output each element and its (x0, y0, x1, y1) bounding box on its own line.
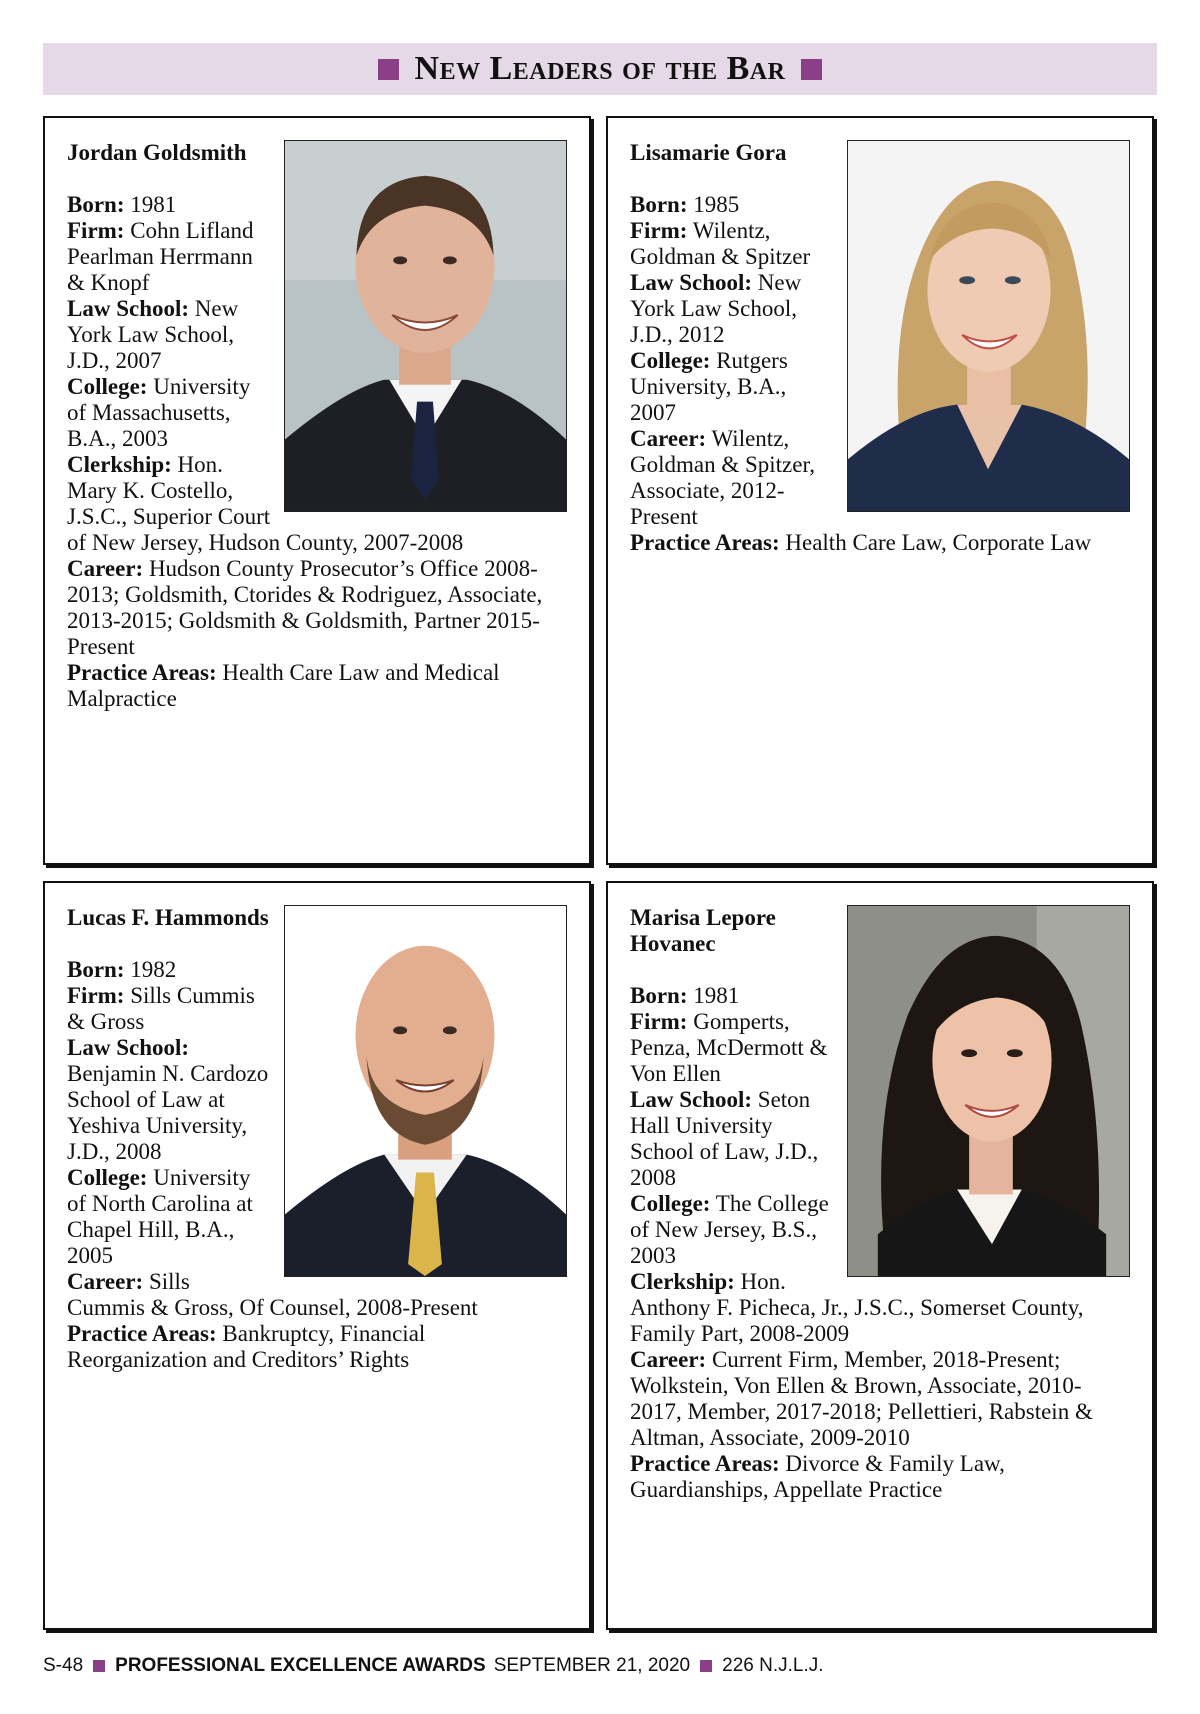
field-firm: Firm: Gomperts, Penza, McDermott & Von Ellen (630, 1009, 828, 1086)
profile-card (606, 116, 1154, 865)
page-number: S-48 (43, 1655, 84, 1676)
section-name: PROFESSIONAL EXCELLENCE AWARDS (115, 1655, 486, 1676)
field-born: Born: 1982 (67, 957, 177, 982)
field-practice-areas: Practice Areas: Health Care Law, Corporate Law (630, 530, 1092, 555)
square-bullet-icon (93, 1660, 105, 1672)
field-law-school: Law School: Benjamin N. Cardozo School of Law at Yeshiva University, J.D., 2008 (67, 1035, 269, 1164)
profile-card (43, 116, 591, 865)
field-clerkship: Clerkship: Hon. Mary K. Costello, J.S.C., Superior Court of New Jersey, Hudson County, 2007-2008 (67, 452, 464, 555)
field-clerkship: Clerkship: Hon. Anthony F. Picheca, Jr., J.S.C., Somerset County, Family Part, 2008-2009 (630, 1269, 1084, 1346)
section-banner (43, 43, 1157, 95)
field-career: Career: Sills Cummis & Gross, Of Counsel, 2008-Present (67, 1269, 478, 1320)
field-college: College: University of Massachusetts, B.A., 2003 (67, 374, 251, 451)
profile-name: Marisa Lepore Hovanec (630, 905, 776, 956)
citation: 226 N.J.L.J. (722, 1655, 824, 1676)
profile-card (606, 881, 1154, 1630)
field-practice-areas: Practice Areas: Bankruptcy, Financial Reorganization and Creditors’ Rights (67, 1321, 426, 1372)
field-college: College: The College of New Jersey, B.S., 2003 (630, 1191, 829, 1268)
field-firm: Firm: Wilentz, Goldman & Spitzer (630, 218, 811, 269)
portrait-photo-icon (847, 140, 1130, 512)
profile-name: Lucas F. Hammonds (67, 905, 269, 930)
profile-name: Lisamarie Gora (630, 140, 787, 165)
field-college: College: University of North Carolina at Chapel Hill, B.A., 2005 (67, 1165, 253, 1268)
portrait-photo-icon (284, 140, 567, 512)
issue-date: SEPTEMBER 21, 2020 (493, 1655, 691, 1676)
field-born: Born: 1985 (630, 192, 740, 217)
field-born: Born: 1981 (67, 192, 177, 217)
page-footer (43, 1654, 824, 1678)
square-bullet-icon (801, 59, 822, 80)
field-practice-areas: Practice Areas: Divorce & Family Law, Guardianships, Appellate Practice (630, 1451, 1005, 1502)
field-practice-areas: Practice Areas: Health Care Law and Medical Malpractice (67, 660, 500, 711)
profile-card (43, 881, 591, 1630)
section-title: New Leaders of the Bar (414, 50, 786, 87)
square-bullet-icon (378, 59, 399, 80)
square-bullet-icon (700, 1660, 712, 1672)
field-law-school: Law School: Seton Hall University School of Law, J.D., 2008 (630, 1087, 819, 1190)
field-career: Career: Current Firm, Member, 2018-Present; Wolkstein, Von Ellen & Brown, Associate, 2010-2017, Member, 2017-2018; Pellettieri, Rabstein & Altman, Associate, 2009-2010 (630, 1347, 1093, 1450)
field-law-school: Law School: New York Law School, J.D., 2007 (67, 296, 239, 373)
profile-name: Jordan Goldsmith (67, 140, 247, 165)
portrait-photo-icon (847, 905, 1130, 1277)
field-firm: Firm: Cohn Lifland Pearlman Herrmann & Knopf (67, 218, 254, 295)
field-born: Born: 1981 (630, 983, 740, 1008)
field-college: College: Rutgers University, B.A., 2007 (630, 348, 788, 425)
field-career: Career: Wilentz, Goldman & Spitzer, Associate, 2012-Present (630, 426, 815, 529)
portrait-photo-icon (284, 905, 567, 1277)
field-firm: Firm: Sills Cummis & Gross (67, 983, 255, 1034)
field-career: Career: Hudson County Prosecutor’s Office 2008-2013; Goldsmith, Ctorides & Rodriguez, Associate, 2013-2015; Goldsmith & Goldsmith, Partner 2015-Present (67, 556, 543, 659)
field-law-school: Law School: New York Law School, J.D., 2012 (630, 270, 802, 347)
